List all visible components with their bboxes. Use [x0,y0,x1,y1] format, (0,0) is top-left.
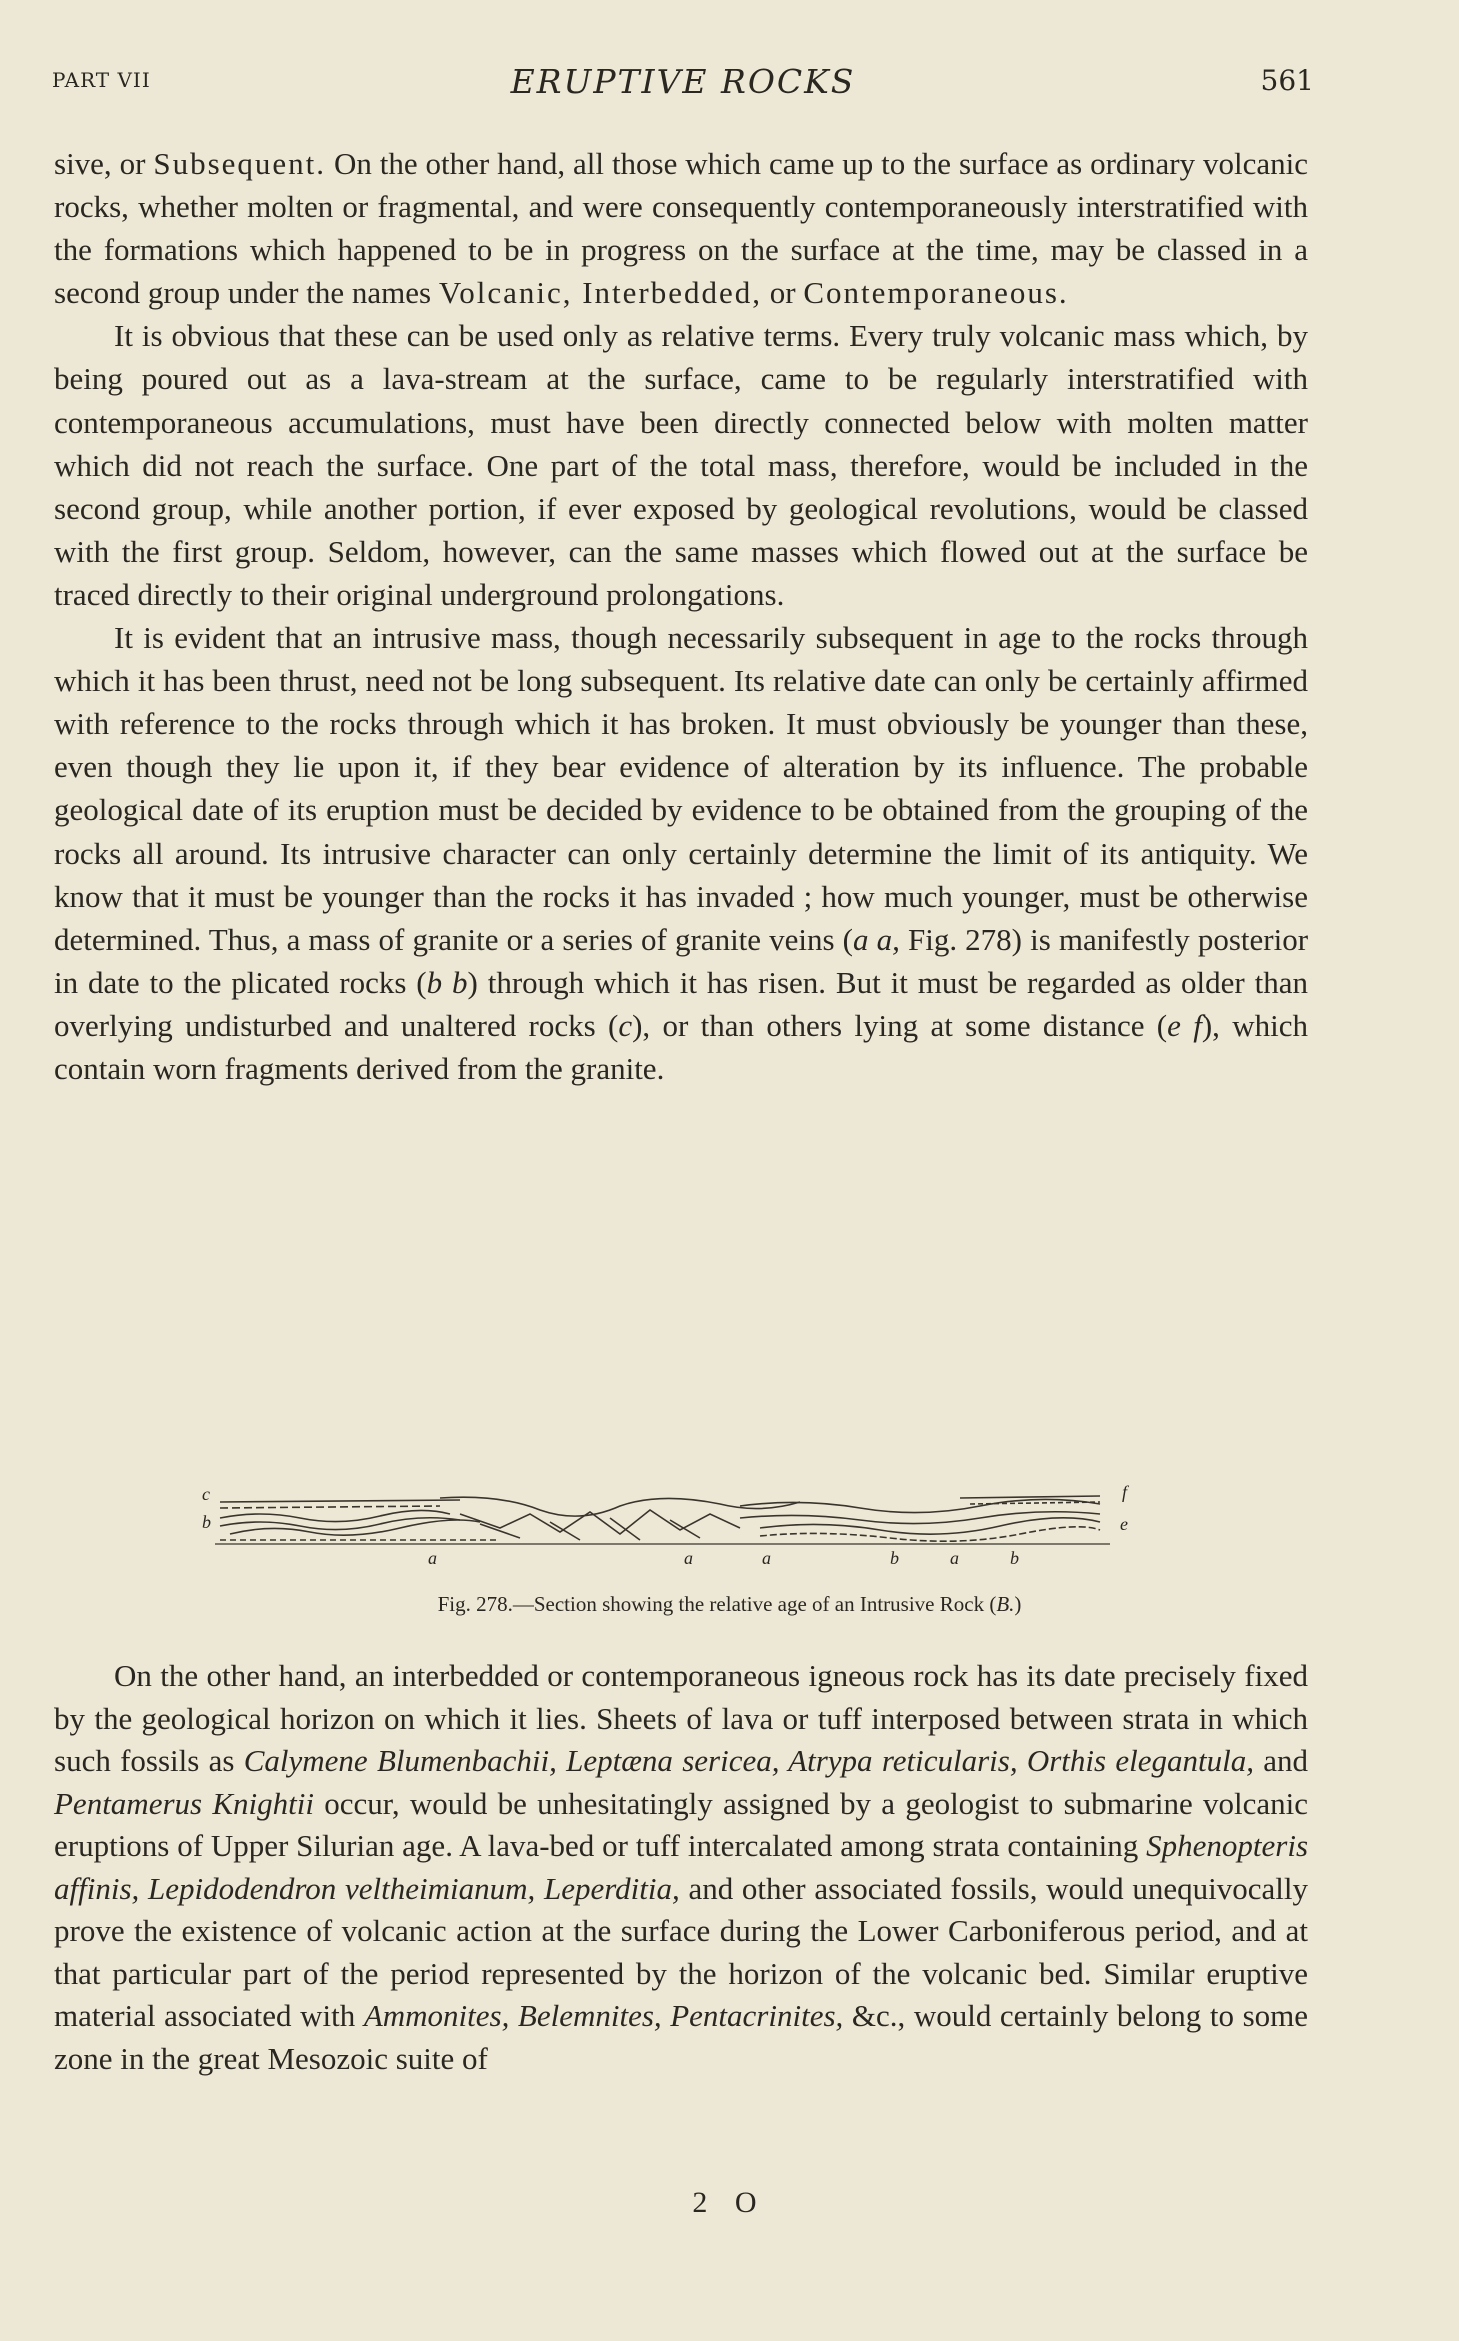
label-e: e [1120,1514,1128,1534]
label-f: f [1122,1484,1128,1502]
paragraph-2: It is obvious that these can be used only as relative terms. Every truly volcanic mass which, by being poured out as a lava-stream at the surface, came to be regularly interstratified with contemporaneous accumulations, must have been directly connected below with molten matter which did not reach the surface. One part of the total mass, therefore, would be included in the second group, while another portion, if ever exposed by geological revolutions, would be classed with the first group. Seldom, however, can the same masses which flowed out at the surface be traced directly to their original underground prolongations. [54,318,1308,612]
fossil-names: Sphenopteris affinis, Lepidodendron veltheimianum, Leperditia, [54,1828,1309,1906]
section-diagram [200,1484,1160,1568]
text-run: or [769,275,796,311]
figure-278-section [200,1484,1160,1568]
label-a-4: a [950,1548,959,1568]
text-run: ), or than others lying at some distance ( [632,1007,1168,1043]
italic-ref: a a, [853,921,900,957]
italic-ref: c [618,1007,633,1043]
text-run: sive, or [54,146,146,181]
text-run: occur, would be unhesitatingly assigned by a geologist to submarine volcanic eruptions of Upper Silurian age. A lava-bed or tuff intercalated among strata containing [54,1785,1308,1863]
chapter-title: ERUPTIVE ROCKS [510,62,856,101]
label-b-2: b [1010,1548,1019,1568]
spaced-term: Volcanic, Interbedded, [438,275,762,311]
main-text [54,142,1308,1090]
fossil-names: Ammonites, Belemnites, Pentacrinites, [363,1998,844,2033]
text-run: ), which contain worn fragments derived from the granite. [54,1007,1308,1086]
caption-italic: B. [996,1592,1015,1616]
paragraph-4 [54,1655,1308,2080]
label-c: c [202,1484,210,1504]
label-a-3: a [762,1548,771,1568]
text-run: &c., would certainly belong to some zone in the great Mesozoic suite of [54,1998,1309,2076]
italic-ref: e f [1167,1007,1202,1043]
running-head [52,62,1314,102]
label-b-left: b [202,1512,211,1532]
paragraph-1 [54,142,1308,314]
text-run: Fig. 278) is manifestly posterior in date to the plicated rocks ( [54,921,1309,1000]
strata-lines [215,1496,1110,1544]
fossil-names: Calymene Blumenbachii, Leptæna sericea, Atrypa reticularis, Orthis elegantula, [243,1743,1254,1778]
text-run: It is evident that an intrusive mass, though necessarily subsequent in age to the rocks through which it has been thrust, need not be long subsequent. Its relative date can only be certainly affirmed with reference to the rocks through which it has broken. It must obviously be younger than these, even though they lie upon it, if they bear evidence of alteration by its influence. The probable geological date of its eruption must be decided by evidence to be obtained from the grouping of the rocks all around. Its intrusive character can only certainly determine the limit of its antiquity. We know that it must be younger than the rocks it has invaded ; how much younger, must be otherwise determined. Thus, a mass of granite or a series of granite veins ( [54,620,1308,957]
page-number: 561 [1260,64,1314,97]
figure-caption [0,1592,1459,1617]
text-run: and other associated fossils, would unequivocally prove the existence of volcanic action at the surface during the Lower Carboniferous period, and at that particular part of the period represented by the horizon of the volcanic bed. Similar eruptive material associated with [54,1870,1308,2033]
text-run: On the other hand, an interbedded or contemporaneous igneous rock has its date precisely fixed by the geological horizon on which it lies. Sheets of lava or tuff interposed between strata in which such fossils as [54,1658,1308,1778]
part-label: PART VII [52,68,151,92]
spaced-term: Subsequent. [153,146,327,181]
italic-ref: b b [426,964,468,1000]
paragraph-3 [54,616,1308,1090]
text-run: On the other hand, all those which came up to the surface as ordinary volcanic rocks, whether molten or fragmental, and were consequently contemporaneously interstratified with the formations which happened to be in progress on the surface at the time, may be classed in a second group under the names [54,146,1309,311]
caption-text: ) [1014,1592,1022,1616]
main-text-continued [54,1655,1308,2080]
signature-mark: 2 O [692,2186,767,2219]
spaced-term: Contemporaneous. [803,275,1069,311]
label-a-2: a [684,1548,693,1568]
label-a-1: a [428,1548,437,1568]
fossil-names: Pentamerus Knightii [54,1785,314,1821]
text-run: and [1263,1743,1309,1778]
label-b-1: b [890,1548,899,1568]
text-run: ) through which it has risen. But it must be regarded as older than overlying undisturbed and unaltered rocks ( [54,964,1308,1043]
caption-text: Fig. 278.—Section showing the relative age of an Intrusive Rock ( [437,1592,997,1616]
